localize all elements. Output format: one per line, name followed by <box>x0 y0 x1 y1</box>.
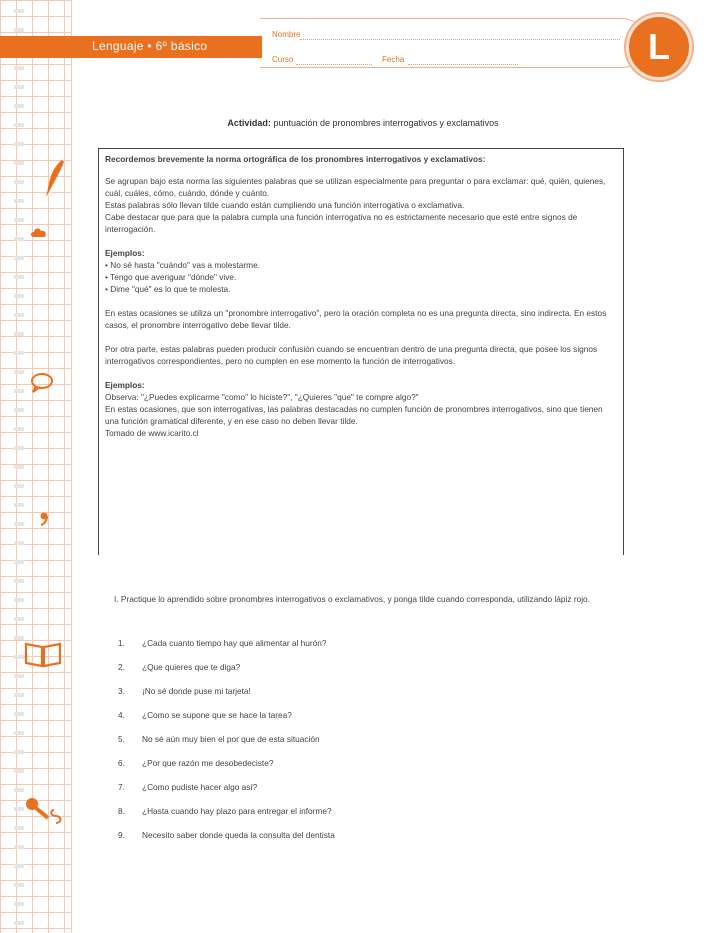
rule-paragraph-1: Se agrupan bajo esta norma las siguientes palabras que se utilizan especialmente para preguntar o para exclamar: qué, quién, quienes, cuál, cuáles, cómo, cuándo, dónde y cuánto. <box>105 176 606 198</box>
exercise-number: 5. <box>118 734 125 744</box>
course-label: Curso <box>272 55 294 64</box>
rule-paragraph-4: En estas ocasiones se utiliza un "pronombre interrogativo", pero la oración completa no es una pregunta directa, sino indirecta. En estos casos, el pronombre interrogativo debe llevar tilde. <box>105 308 607 330</box>
subject-label: Lenguaje • 6º básico <box>92 39 208 53</box>
subject-badge: L <box>626 14 692 80</box>
microphone-icon <box>24 796 68 834</box>
exercise-text: No sé aún muy bien el por que de esta situación <box>142 734 320 744</box>
activity-title-text: puntuación de pronombres interrogativos y exclamativos <box>273 118 499 128</box>
name-field[interactable] <box>300 39 620 40</box>
comma-icon <box>40 508 48 530</box>
exercise-number: 3. <box>118 686 125 696</box>
date-field[interactable] <box>408 64 518 65</box>
rule-heading: Recordemos brevemente la norma ortográfica de los pronombres interrogativos y exclamativos: <box>105 154 486 164</box>
exercise-text: ¿Por que razón me desobedeciste? <box>142 758 274 768</box>
notebook-grid-strip <box>0 0 72 933</box>
speech-bubble-icon <box>30 372 54 398</box>
list-item[interactable] <box>118 830 335 854</box>
list-item[interactable] <box>118 734 335 758</box>
pen-icon <box>42 158 66 206</box>
rule-paragraph-6: En estas ocasiones, que son interrogativas, las palabras destacadas no cumplen función de pronombres interrogativos, sino que tienen una función gramatical diferente, y en ese caso no deben llevar tilde. <box>105 404 603 426</box>
example-item: • Tengo que averiguar "dónde" vive. <box>105 272 237 282</box>
example-text-2: Observa: "¿Puedes explicarme "como" lo hiciste?", "¿Quieres "que" te compre algo?" <box>105 392 419 402</box>
example-item: • No sé hasta "cuándo" vas a molestarme. <box>105 260 260 270</box>
list-item[interactable] <box>118 806 335 830</box>
date-label: Fecha <box>382 55 405 64</box>
exercise-text: Necesito saber donde queda la consulta del dentista <box>142 830 335 840</box>
exercise-number: 2. <box>118 662 125 672</box>
exercise-list <box>118 638 335 854</box>
exercise-text: ¿Hasta cuando hay plazo para entregar el informe? <box>142 806 332 816</box>
book-icon <box>24 640 62 672</box>
list-item[interactable] <box>118 758 335 782</box>
list-item[interactable] <box>118 686 335 710</box>
rule-paragraph-2: Estas palabras sólo llevan tilde cuando están cumpliendo una función interrogativa o exclamativa. <box>105 200 465 210</box>
exercise-text: ¡No sé donde puse mi tarjeta! <box>142 686 251 696</box>
exercise-instruction: I. Practique lo aprendido sobre pronombres interrogativos o exclamativos, y ponga tilde cuando corresponda, utilizando lápiz rojo. <box>114 594 590 604</box>
exercise-text: ¿Cada cuanto tiempo hay que alimentar al hurón? <box>142 638 327 648</box>
exercise-number: 8. <box>118 806 125 816</box>
list-item[interactable] <box>118 710 335 734</box>
grammar-rule-box <box>98 148 624 555</box>
student-info-box <box>260 18 646 68</box>
exercise-text: ¿Como se supone que se hace la tarea? <box>142 710 292 720</box>
list-item[interactable] <box>118 782 335 806</box>
name-label: Nombre <box>272 30 301 39</box>
exercise-number: 7. <box>118 782 125 792</box>
rule-paragraph-5: Por otra parte, estas palabras pueden producir confusión cuando se encuentran dentro de una pregunta directa, que posee los signos interrogativos correspondientes, pero no cumplen en ese momento la función de interrogativos. <box>105 344 598 366</box>
exercise-number: 9. <box>118 830 125 840</box>
list-item[interactable] <box>118 662 335 686</box>
course-field[interactable] <box>296 64 372 65</box>
list-item[interactable] <box>118 638 335 662</box>
exercise-number: 6. <box>118 758 125 768</box>
activity-label: Actividad: <box>227 118 271 128</box>
cloud-icon <box>30 220 48 242</box>
exercise-text: ¿Como pudiste hacer algo así? <box>142 782 258 792</box>
examples-label-1: Ejemplos: <box>105 248 145 258</box>
source-credit: Tomado de www.icarito.cl <box>105 428 199 438</box>
exercise-number: 4. <box>118 710 125 720</box>
notebook-spiral <box>14 0 24 933</box>
examples-label-2: Ejemplos: <box>105 380 145 390</box>
exercise-text: ¿Que quieres que te diga? <box>142 662 241 672</box>
exercise-number: 1. <box>118 638 125 648</box>
example-item: • Dime "qué" es lo que te molesta. <box>105 284 231 294</box>
activity-title <box>98 118 628 128</box>
rule-paragraph-3: Cabe destacar que para que la palabra cumpla una función interrogativa no es estrictamente necesario que esté entre signos de interrogación. <box>105 212 578 234</box>
